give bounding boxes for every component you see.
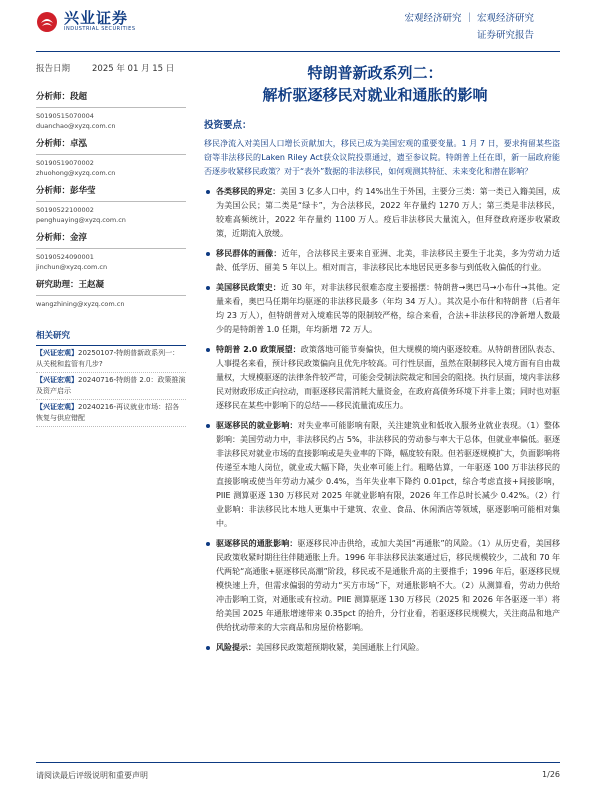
bullet-point [204, 185, 560, 241]
analyst-name: 分析师：金淳 [36, 231, 186, 249]
bullet-lead: 美国移民政策史： [216, 283, 281, 292]
bullet-text: 美国移民政策超预期收紧，美国通胀上行风险。 [256, 643, 424, 652]
bullet-text: 美国 3 亿多人口中，约 14%出生于外国，主要分三类：第一类已入籍美国，成为美国公民；第二类是“绿卡”，为合法移民，2022 年存量约 1270 万人；第三类是非法移民，较难高频统计，2022 年存量约 1100 万人。疫后非法移民大量流入，但拜登政府逐步收紧政策，近期流入放缓。 [216, 187, 561, 238]
related-text[interactable]: 20240716-特朗普 2.0：政策推演及资产启示 [36, 376, 186, 395]
analyst-cert: S0190515070004 [36, 112, 94, 120]
report-title-line1: 特朗普新政系列二： [307, 64, 443, 82]
logo-name-cn: 兴业证券 [64, 9, 129, 27]
analyst-block [36, 90, 186, 131]
report-date [36, 62, 196, 74]
header-divider [36, 51, 560, 52]
footer-disclaimer: 请阅读最后评级说明和重要声明 [36, 771, 148, 780]
bullet-point [204, 343, 560, 413]
bullet-text: 对失业率可能影响有限，关注建筑业和低收入服务业就业表现。（1）整体影响：美国劳动力中，非法移民约占 5%，非法移民的劳动参与率大于总体，但就业率偏低。驱逐非法移民对就业市场的直接影响或是失业率的下降，幅度较有限。但若驱逐规模扩大，负面影响将传递至本地人岗位，就业或大幅下降，失业率可能上行。粗略估算，一年驱逐 100 万非法移民的直接影响或使当年劳动力减少 0.4%，当年失业率下降约 0.01pct，综合考虑直接+间接影响，PIIE 测算驱逐 130 万移民对 2025 年就业影响有限，2026 年工作总时长减少 0.42%。（2）行业影响：非法移民比本地人更集中于建筑、农业、食品、休闲酒店等领域，驱逐影响可能相对集中。 [216, 421, 561, 528]
report-category: 宏观经济研究 ｜ 宏观经济研究 [404, 13, 534, 24]
related-text[interactable]: 20250107-特朗普新政系列一：从关税和监管有几步? [36, 349, 180, 368]
bullet-lead: 驱逐移民的就业影响： [216, 421, 298, 430]
analyst-name: 分析师：卓泓 [36, 137, 186, 155]
report-date-label: 报告日期 [36, 64, 71, 74]
bullet-lead: 特朗普 2.0 政策展望： [216, 345, 301, 354]
bullet-point [204, 537, 560, 635]
logo-icon [36, 11, 58, 33]
analyst-block [36, 278, 186, 309]
key-points-title: 投资要点： [204, 120, 252, 131]
bullet-text: 近 30 年，对非法移民很难态度主要摇摆：特朗普→奥巴马→小布什→其他。定量来看，奥巴马任期年均驱逐的非法移民最多（年均 34 万人）。其次是小布什和特朗普（后者年均 23 万人），但特朗普对入境难民等的限制较严格，综合来看，合法+非法移民的净新增人数最少的是特朗普 1.0 任期，年均新增 72 万人。 [216, 283, 561, 334]
main-content [204, 118, 560, 655]
related-tag: 【兴证宏观】 [36, 376, 78, 384]
report-title-line2: 解析驱逐移民对就业和通胀的影响 [262, 86, 488, 104]
related-text[interactable]: 20240216-再议就业市场：招各恢复与供应错配 [36, 403, 180, 422]
related-research-title: 相关研究 [36, 329, 186, 346]
bullet-lead: 移民群体的画像： [216, 249, 282, 258]
logo-name-en: INDUSTRIAL SECURITIES [64, 26, 136, 32]
analyst-block [36, 231, 186, 272]
intro-paragraph: 移民净流入对美国人口增长贡献加大，移民已成为美国宏观的重要变量。1 月 7 日，要求拘留某些盗窃等非法移民的Laken Riley Act获众议院投票通过，遗至参议院。特朗普上任在即，新一届政府能否逐步收紧移民政策？对于“表外”数据的非法移民，如何观测其特征、未来变化和潜在影响？ [204, 139, 560, 176]
bullet-point [204, 419, 560, 531]
related-research-item[interactable] [36, 373, 186, 400]
analyst-name: 分析师：彭华莹 [36, 184, 186, 202]
bullet-point [204, 641, 560, 655]
analyst-email[interactable]: zhuohong@xyzq.com.cn [36, 169, 116, 177]
analyst-email[interactable]: duanchao@xyzq.com.cn [36, 122, 116, 130]
footer-divider [36, 762, 560, 763]
analyst-email[interactable]: penghuaying@xyzq.com.cn [36, 216, 126, 224]
analyst-name: 研究助理：王赵凝 [36, 278, 186, 296]
analyst-email[interactable]: wangzhining@xyzq.com.cn [36, 300, 125, 308]
bullet-text: 驱逐移民冲击供给，或加大美国“再通胀”的风险。（1）从历史看，美国移民政策收紧时期往往伴随通胀上升。1996 年非法移民法案通过后，移民规模较少，二战和 70 年代两轮“高通胀+驱逐移民高潮”阶段，移民或不是通胀升高的主要推手；1996 年后，驱逐移民规模快速上升，但需求偏弱的劳动力“买方市场”下，对通胀影响不大。（2）从测算看，劳动力供给冲击影响工资，对通胀或有拉动。PIIE 测算驱逐 130 万移民（2025 和 2026 年各驱逐一半）将给美国 2025 年通胀增速带来 0.35pct 的抬升，分行业看，若驱逐移民规模大，关注商品和地产供给扰动带来的大宗商品和房屋价格影响。 [216, 539, 560, 632]
analyst-email[interactable]: jinchun@xyzq.com.cn [36, 263, 108, 271]
bullet-point [204, 247, 560, 275]
analyst-name: 分析师：段超 [36, 90, 186, 108]
analyst-cert: S0190522100002 [36, 206, 94, 214]
analyst-block [36, 137, 186, 178]
bullet-point [204, 281, 560, 337]
report-header [0, 0, 600, 50]
report-title [190, 62, 560, 106]
related-research-item[interactable] [36, 346, 186, 373]
analyst-cert: S0190519070002 [36, 159, 94, 167]
report-date-value: 2025 年 01 月 15 日 [92, 64, 175, 74]
bullet-lead: 各类移民的界定： [216, 187, 281, 196]
analyst-block [36, 184, 186, 225]
bullet-text: 近年，合法移民主要来自亚洲、北美，非法移民主要生于北美，多为劳动力适龄、低学历、留美 5 年以上。相对而言，非法移民比本地居民更多参与到低收入偏低的行业。 [216, 249, 560, 272]
related-tag: 【兴证宏观】 [36, 403, 78, 411]
company-logo [36, 10, 136, 33]
sidebar [36, 90, 186, 427]
related-research-item[interactable] [36, 400, 186, 427]
bullet-lead: 风险提示： [216, 643, 256, 652]
header-right [404, 10, 534, 44]
page-number: 1/26 [542, 770, 560, 779]
bullet-lead: 驱逐移民的通胀影响： [216, 539, 298, 548]
report-type: 证券研究报告 [476, 30, 534, 41]
bullet-text: 政策落地可能节奏偏快，但大规模的境内驱逐较难。从特朗普团队表态、人事提名来看，预计移民政策偏向且优先序较高。可行性层面，虽然在限制移民入境方面有自由裁量权，大规模驱逐的法律条件较严苛，可能会受制法院裁定和国会的阻挠。执行层面，境内非法移民对财政形成正向拉动，而驱逐移民需消耗大量资金，在政府高债务环境下并非上策；同时也对驱逐移民在某些中影响下的总结——移民流量流成压力。 [216, 345, 560, 410]
related-tag: 【兴证宏观】 [36, 349, 78, 357]
analyst-cert: S0190524090001 [36, 253, 94, 261]
